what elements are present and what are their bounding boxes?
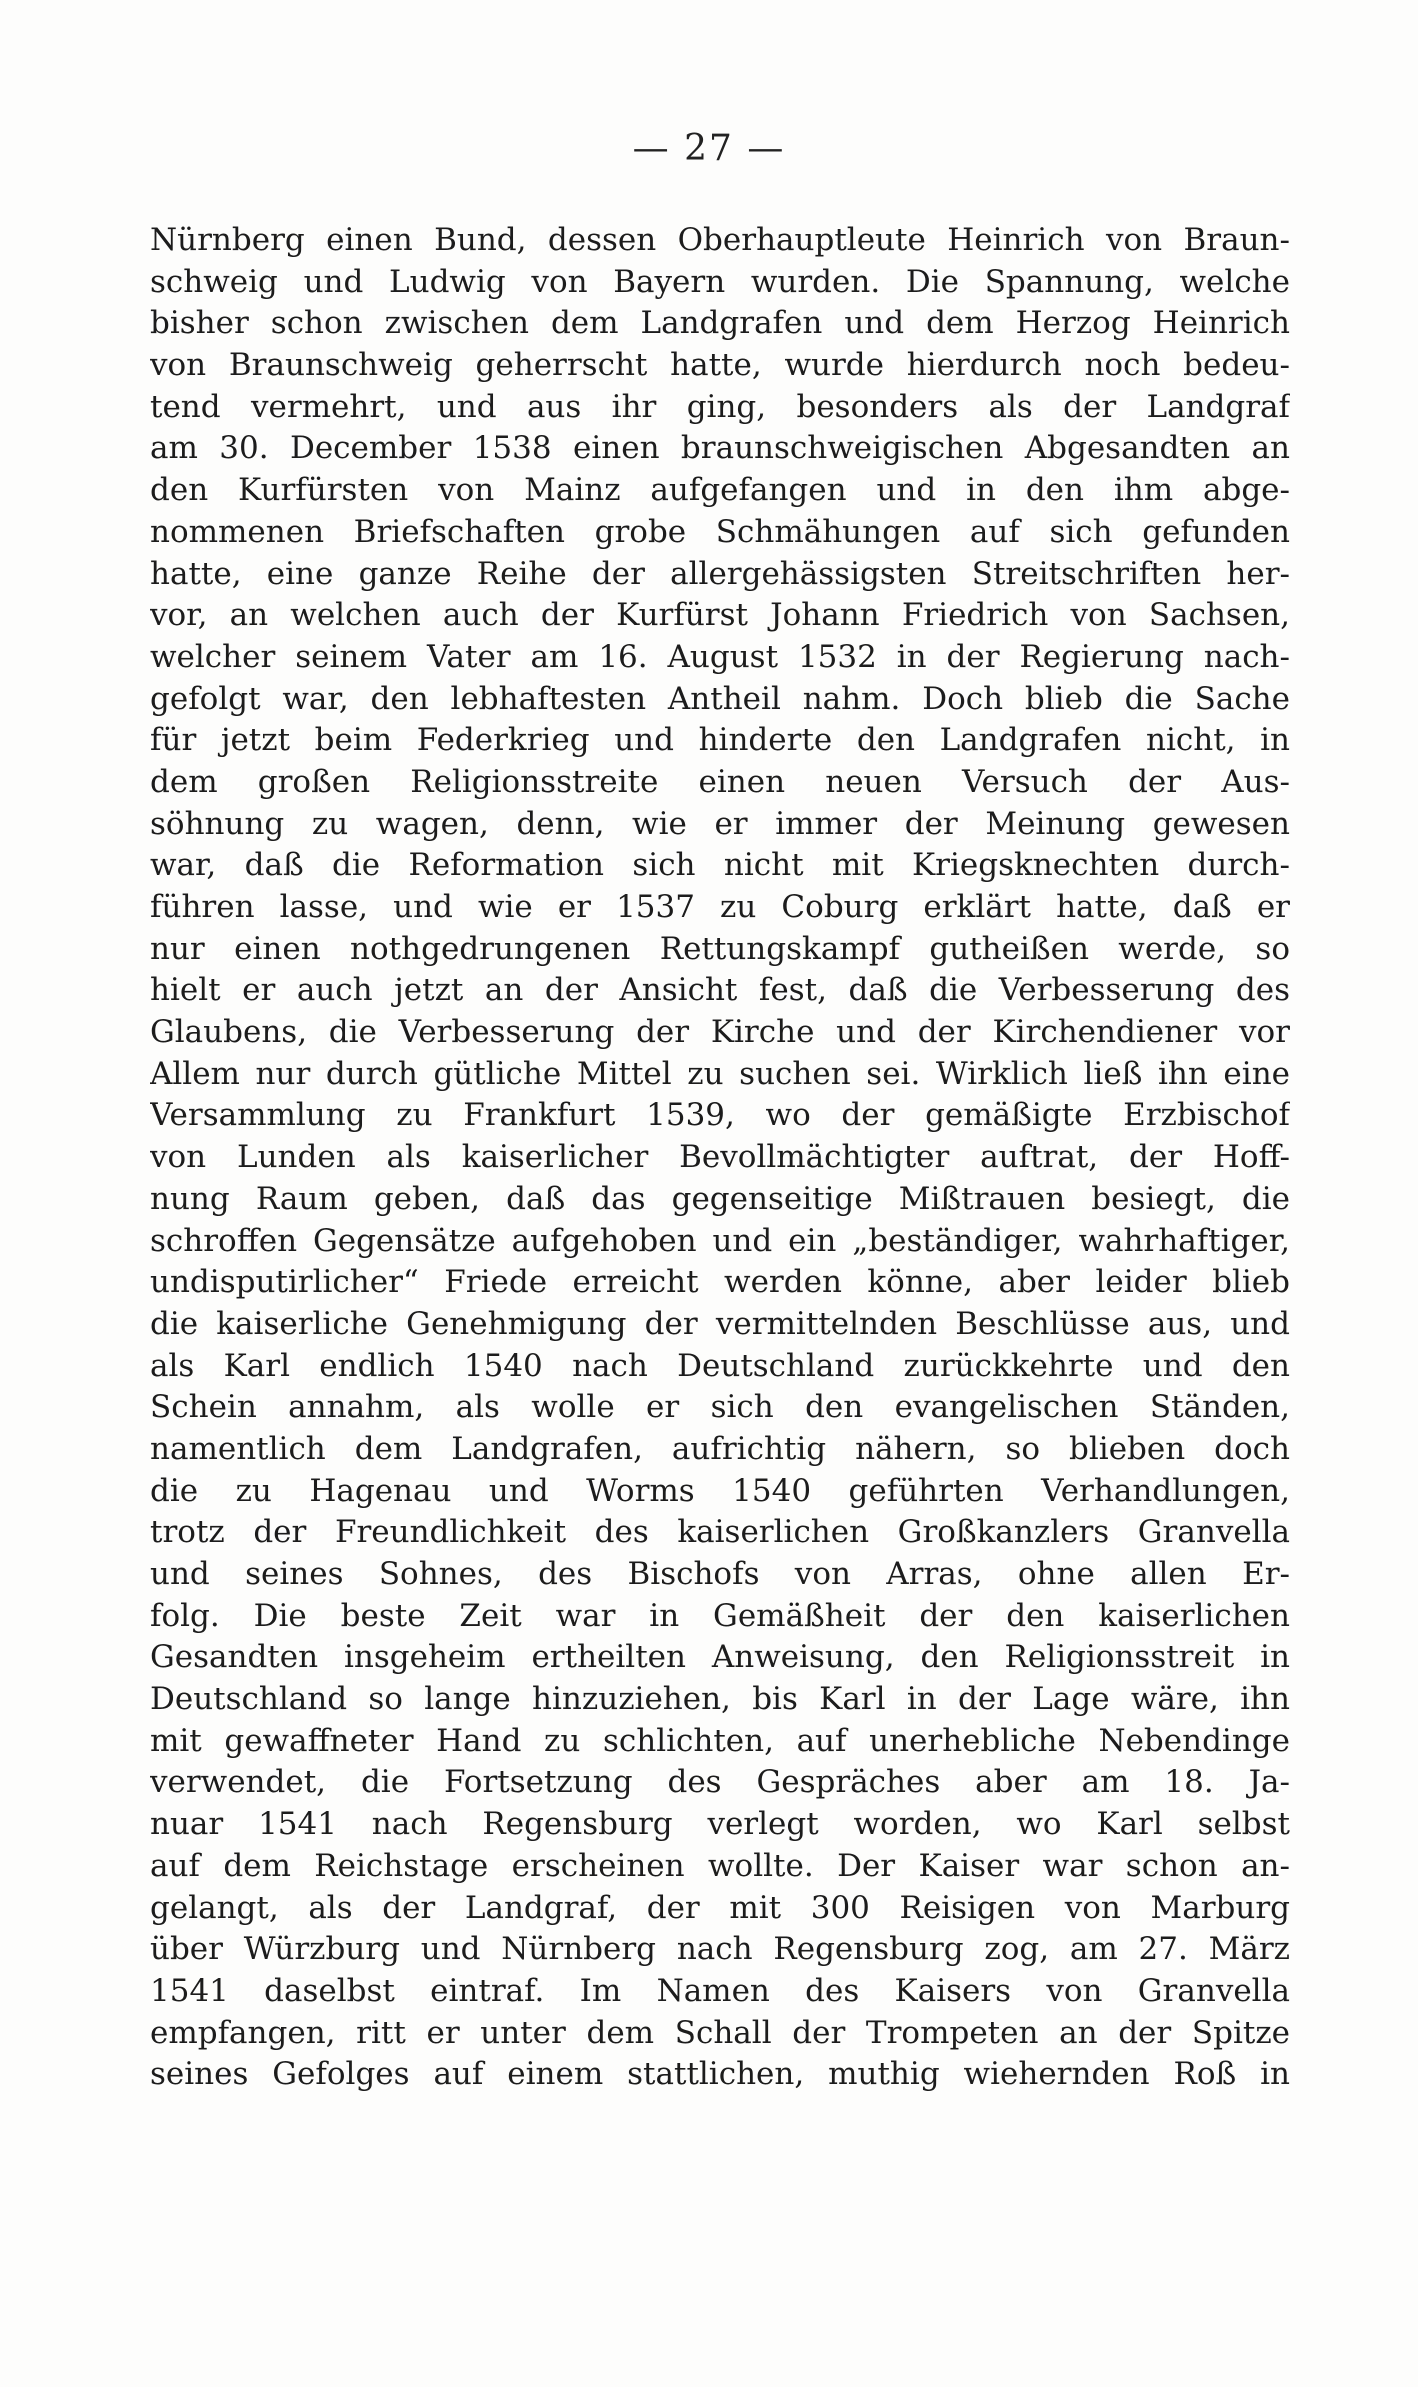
text-line: Deutschland so lange hinzuziehen, bis Karl in der Lage wäre, ihn [150, 1681, 1290, 1718]
text-line: mit gewaffneter Hand zu schlichten, auf unerhebliche Nebendinge [150, 1722, 1290, 1759]
text-line: schweig und Ludwig von Bayern wurden. Die Spannung, welche [150, 263, 1290, 300]
text-line: von Braunschweig geherrscht hatte, wurde hierdurch noch bedeu- [150, 347, 1290, 384]
text-line: undisputirlicher“ Friede erreicht werden könne, aber leider blieb [150, 1264, 1290, 1301]
text-line: war, daß die Reformation sich nicht mit Kriegsknechten durch- [150, 847, 1290, 884]
text-line: für jetzt beim Federkrieg und hinderte den Landgrafen nicht, in [150, 722, 1290, 759]
text-line: die kaiserliche Genehmigung der vermittelnden Beschlüsse aus, und [150, 1305, 1290, 1342]
text-line: den Kurfürsten von Mainz aufgefangen und in den ihm abge- [150, 472, 1290, 509]
text-line: führen lasse, und wie er 1537 zu Coburg erklärt hatte, daß er [150, 889, 1290, 925]
page-number: — 27 — [632, 128, 786, 169]
text-line: dem großen Religionsstreite einen neuen Versuch der Aus- [150, 763, 1290, 800]
text-line: Schein annahm, als wolle er sich den evangelischen Ständen, [150, 1389, 1290, 1426]
text-line: über Würzburg und Nürnberg nach Regensburg zog, am 27. März [150, 1931, 1290, 1968]
text-line: seines Gefolges auf einem stattlichen, muthig wiehernden Roß in [150, 2056, 1290, 2093]
text-line: trotz der Freundlichkeit des kaiserlichen Großkanzlers Granvella [150, 1514, 1290, 1551]
text-line: Allem nur durch gütliche Mittel zu suchen sei. Wirklich ließ ihn eine [150, 1055, 1290, 1092]
text-line: schroffen Gegensätze aufgehoben und ein „beständiger, wahrhaftiger, [150, 1222, 1290, 1259]
text-line: als Karl endlich 1540 nach Deutschland zurückkehrte und den [150, 1347, 1290, 1384]
text-line: vor, an welchen auch der Kurfürst Johann Friedrich von Sachsen, [150, 597, 1290, 634]
text-line: nur einen nothgedrungenen Rettungskampf gutheißen werde, so [150, 930, 1290, 967]
text-line: nuar 1541 nach Regensburg verlegt worden, wo Karl selbst [150, 1806, 1290, 1843]
text-line: bisher schon zwischen dem Landgrafen und dem Herzog Heinrich [150, 305, 1290, 342]
text-line: auf dem Reichstage erscheinen wollte. Der Kaiser war schon an- [150, 1847, 1290, 1884]
text-line: und seines Sohnes, des Bischofs von Arras, ohne allen Er- [150, 1556, 1290, 1592]
text-line: Nürnberg einen Bund, dessen Oberhauptleute Heinrich von Braun- [150, 222, 1290, 258]
text-line: Gesandten insgeheim ertheilten Anweisung, den Religionsstreit in [150, 1639, 1290, 1676]
text-line: hielt er auch jetzt an der Ansicht fest, daß die Verbesserung des [150, 972, 1290, 1009]
text-line: empfangen, ritt er unter dem Schall der Trompeten an der Spitze [150, 2014, 1290, 2051]
text-line: namentlich dem Landgrafen, aufrichtig nähern, so blieben doch [150, 1430, 1290, 1467]
text-line: 1541 daselbst eintraf. Im Namen des Kaisers von Granvella [150, 1972, 1290, 2009]
text-line: am 30. December 1538 einen braunschweigischen Abgesandten an [150, 430, 1290, 467]
text-line: gefolgt war, den lebhaftesten Antheil nahm. Doch blieb die Sache [150, 680, 1290, 717]
text-line: nommenen Briefschaften grobe Schmähungen auf sich gefunden [150, 513, 1290, 550]
body-text [150, 220, 1290, 2096]
text-line: Glaubens, die Verbesserung der Kirche und der Kirchendiener vor [150, 1014, 1290, 1051]
text-line: gelangt, als der Landgraf, der mit 300 Reisigen von Marburg [150, 1889, 1290, 1926]
text-line: söhnung zu wagen, denn, wie er immer der Meinung gewesen [150, 805, 1290, 842]
text-line: Versammlung zu Frankfurt 1539, wo der gemäßigte Erzbischof [150, 1097, 1290, 1134]
text-line: welcher seinem Vater am 16. August 1532 in der Regierung nach- [150, 638, 1290, 675]
text-line: verwendet, die Fortsetzung des Gespräches aber am 18. Ja- [150, 1764, 1290, 1801]
text-line: nung Raum geben, daß das gegenseitige Mißtrauen besiegt, die [150, 1180, 1290, 1217]
text-line: von Lunden als kaiserlicher Bevollmächtigter auftrat, der Hoff- [150, 1139, 1290, 1176]
text-line: folg. Die beste Zeit war in Gemäßheit der den kaiserlichen [150, 1597, 1290, 1634]
text-line: tend vermehrt, und aus ihr ging, besonders als der Landgraf [150, 388, 1290, 425]
text-line: hatte, eine ganze Reihe der allergehässigsten Streitschriften her- [150, 555, 1290, 592]
text-line: die zu Hagenau und Worms 1540 geführten Verhandlungen, [150, 1472, 1290, 1509]
